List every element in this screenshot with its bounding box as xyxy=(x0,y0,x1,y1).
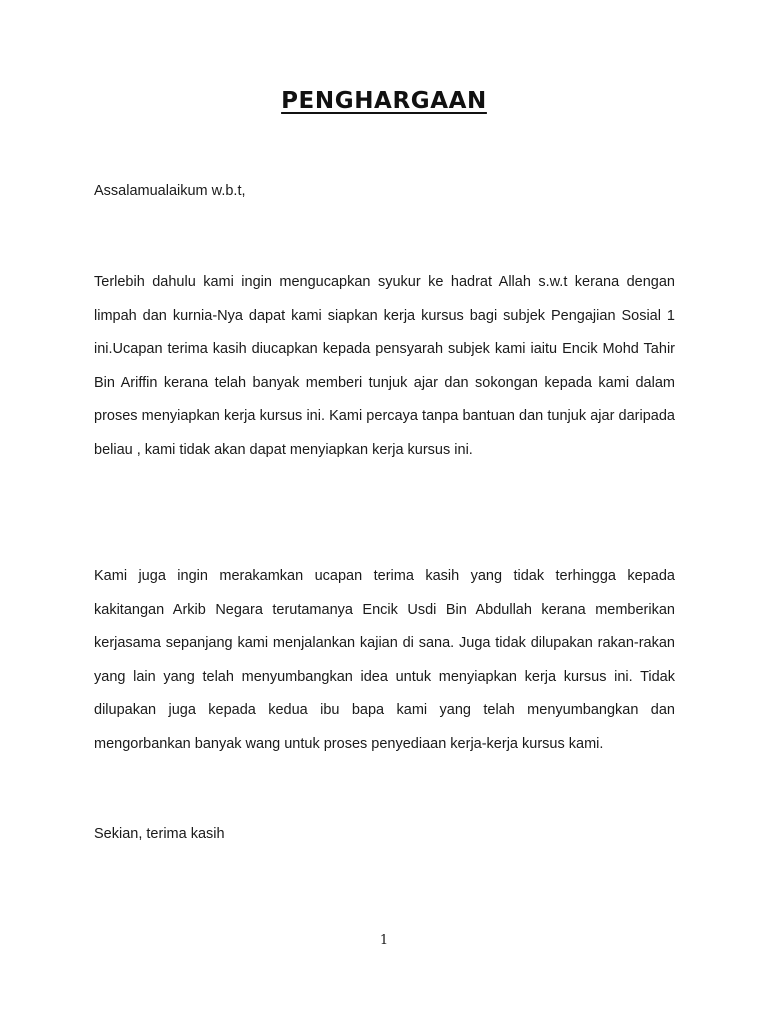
page-title: PENGHARGAAN xyxy=(281,88,487,114)
page-number: 1 xyxy=(379,933,389,948)
greeting-text: Assalamualaikum w.b.t, xyxy=(94,183,246,199)
closing-text: Sekian, terima kasih xyxy=(94,826,225,842)
paragraph-2: Kami juga ingin merakamkan ucapan terima kasih yang tidak terhingga kepada kakitangan Arkib Negara terutamanya Encik Usdi Bin Abdullah kerana memberikan kerjasama sepanjang kami menjalankan kajian di sana. Juga tidak dilupakan rakan-rakan yang lain yang telah menyumbangkan idea untuk menyiapkan kerja kursus ini. Tidak dilupakan juga kepada kedua ibu bapa kami yang telah menyumbangkan dan mengorbankan banyak wang untuk proses penyediaan kerja-kerja kursus kami. xyxy=(94,568,675,752)
paragraph-1: Terlebih dahulu kami ingin mengucapkan syukur ke hadrat Allah s.w.t kerana dengan limpah dan kurnia-Nya dapat kami siapkan kerja kursus bagi subjek Pengajian Sosial 1 ini.Ucapan terima kasih diucapkan kepada pensyarah subjek kami iaitu Encik Mohd Tahir Bin Ariffin kerana telah banyak memberi tunjuk ajar dan sokongan kepada kami dalam proses menyiapkan kerja kursus ini. Kami percaya tanpa bantuan dan tunjuk ajar daripada beliau , kami tidak akan dapat menyiapkan kerja kursus ini. xyxy=(94,274,675,458)
